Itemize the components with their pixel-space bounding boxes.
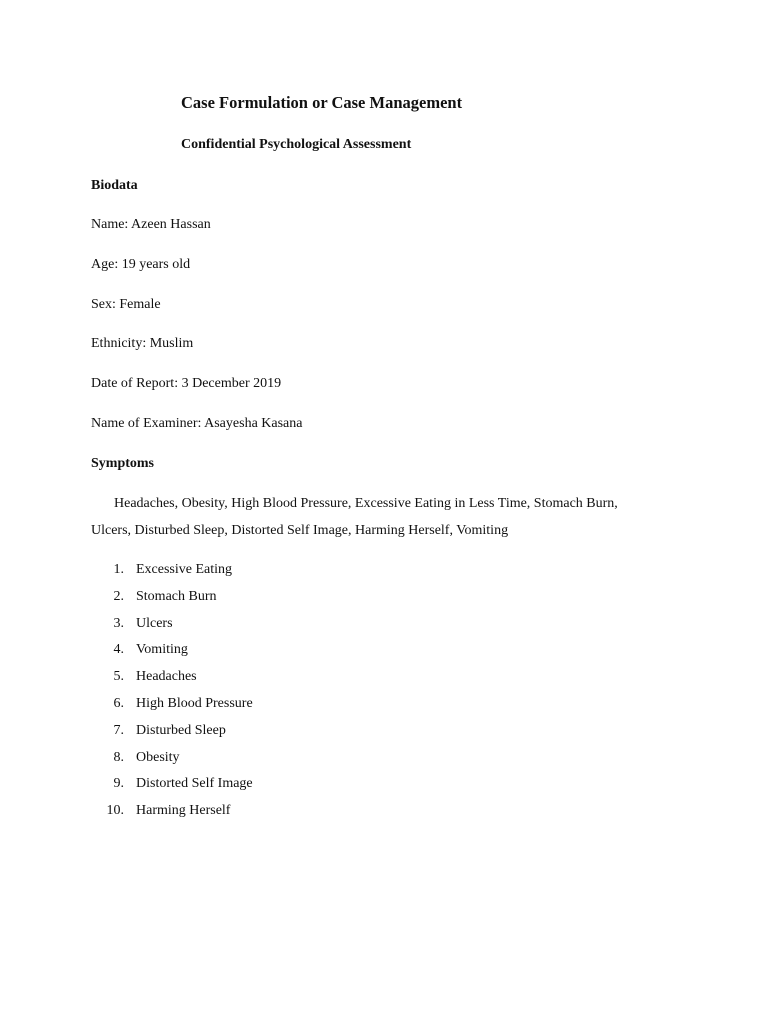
biodata-date-of-report: Date of Report: 3 December 2019: [91, 376, 282, 391]
list-item-text: Ulcers: [136, 615, 173, 631]
list-item-number: 1.: [113, 562, 124, 577]
list-item-text: Vomiting: [136, 642, 188, 658]
list-item-text: Stomach Burn: [136, 588, 217, 604]
list-item-text: Disturbed Sleep: [136, 722, 226, 738]
biodata-name: Name: Azeen Hassan: [91, 217, 211, 232]
list-item-number: 10.: [106, 803, 124, 819]
list-item-number: 4.: [113, 642, 124, 658]
list-item-text: Headaches: [136, 669, 197, 685]
list-item-text: Harming Herself: [136, 803, 231, 819]
list-item-text: Distorted Self Image: [136, 776, 253, 792]
biodata-heading: Biodata: [91, 178, 138, 193]
document-subtitle: Confidential Psychological Assessment: [181, 137, 412, 152]
list-item-number: 9.: [113, 776, 124, 792]
biodata-sex: Sex: Female: [91, 297, 161, 312]
document-title: Case Formulation or Case Management: [181, 93, 463, 112]
list-item-number: 7.: [113, 722, 124, 738]
list-item-number: 3.: [113, 615, 124, 631]
biodata-age: Age: 19 years old: [91, 257, 191, 272]
symptoms-paragraph: [91, 490, 691, 544]
list-item-text: High Blood Pressure: [136, 695, 253, 711]
list-item-number: 6.: [113, 695, 124, 711]
symptoms-heading: Symptoms: [91, 456, 155, 471]
list-item-text: Excessive Eating: [136, 562, 233, 577]
list-item-text: Obesity: [136, 749, 180, 765]
list-item-number: 5.: [113, 669, 124, 685]
list-item-number: 2.: [113, 588, 124, 604]
biodata-examiner: Name of Examiner: Asayesha Kasana: [91, 416, 303, 431]
biodata-ethnicity: Ethnicity: Muslim: [91, 336, 194, 351]
list-item-number: 8.: [113, 749, 124, 765]
symptoms-paragraph-line-1: Headaches, Obesity, High Blood Pressure, Excessive Eating in Less Time, Stomach Burn,: [114, 496, 618, 511]
symptoms-paragraph-line-2: Ulcers, Disturbed Sleep, Distorted Self Image, Harming Herself, Vomiting: [91, 523, 509, 538]
